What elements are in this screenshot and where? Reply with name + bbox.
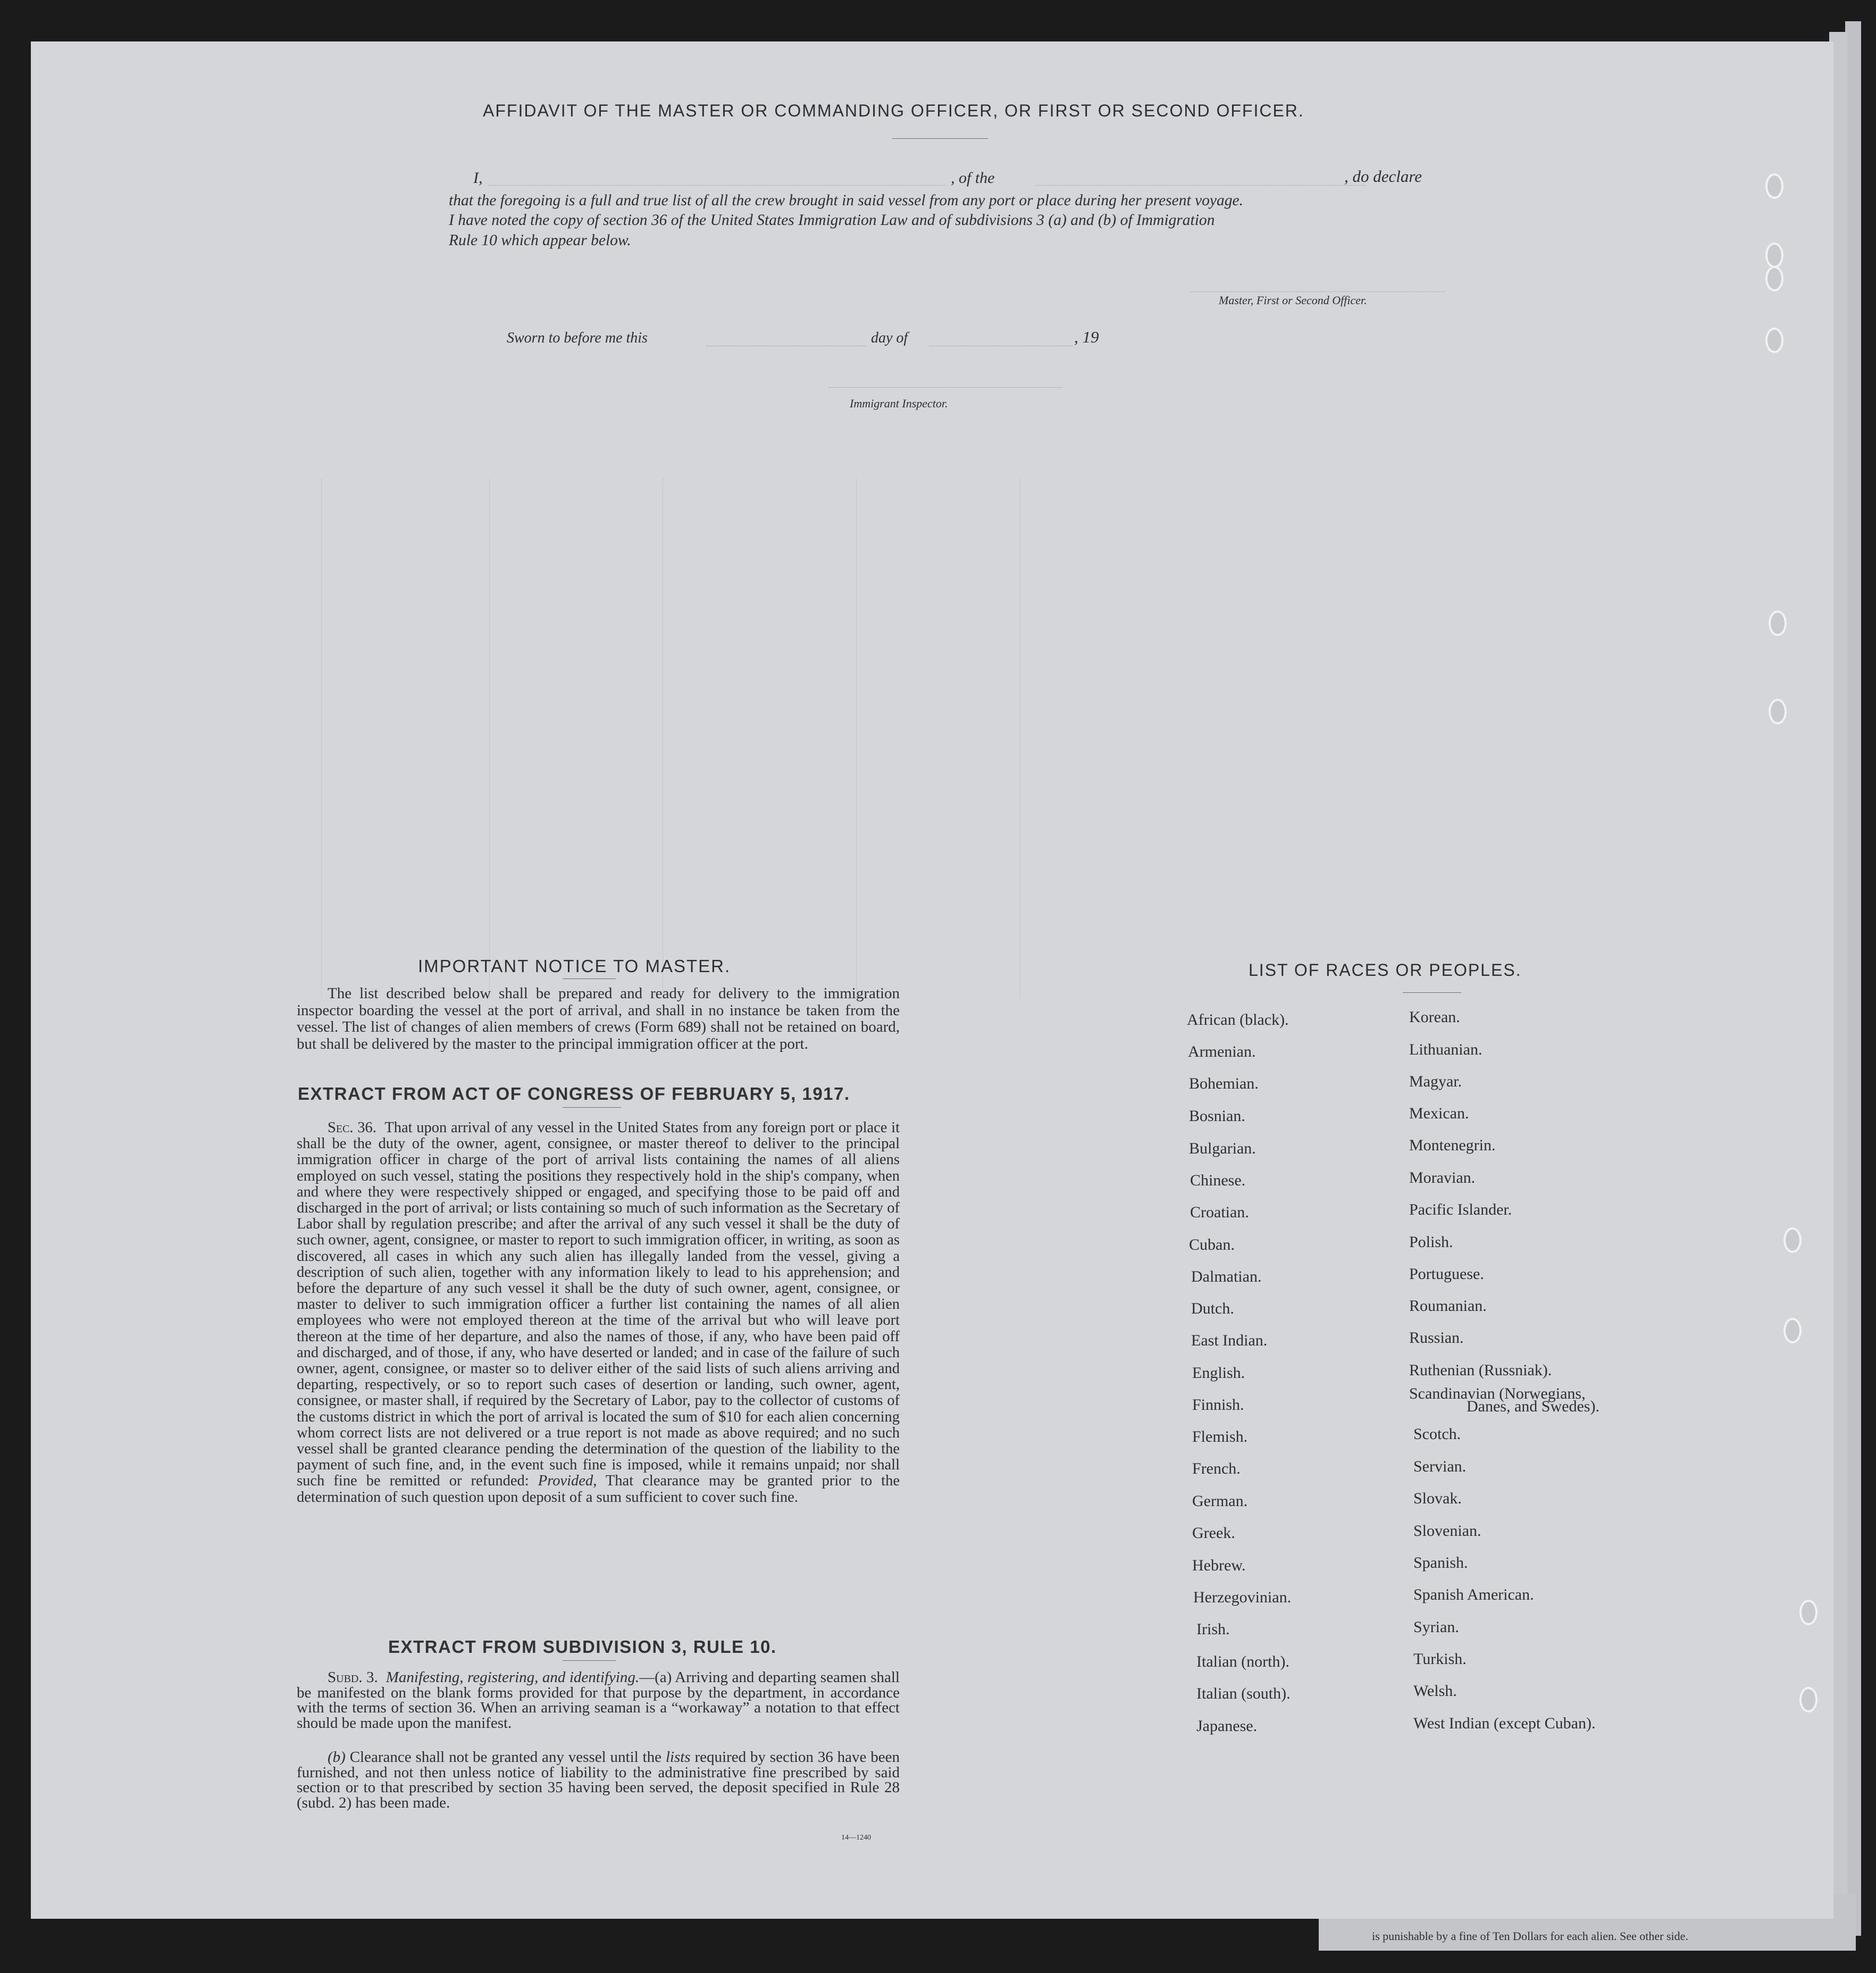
act-body: That upon arrival of any vessel in the United States from any foreign port or place it shall be the duty of the owner, agent, consignee, or master thereof to deliver to the principal immigration officer in charge of the port of arrival lists containing the names of all aliens employed on such vessel, stating the positions they respectively hold in the ship's company, when and where they were respectively shipped or engaged, and specifying those to be paid off and discharged in the port of arrival; or lists containing so much of such information as the Secretary of Labor shall by regulation prescribe; and after the arrival of any such vessel it shall be the duty of such owner, agent, consignee, or master to report to such immigration officer, in writing, as soon as discovered, all cases in which any such alien has illegally landed from the vessel, giving a description of such alien, together with any information likely to lead to his apprehension; and before the departure of any such vessel it shall be the duty of such owner, agent, consignee, or master to deliver to such immigration officer a further list containing the names of all alien employees who were not employed thereon at the time of the arrival but who will leave port thereon at the time of her departure, and also the names of those, if any, who have been paid off and discharged, and of those, if any, who have deserted or landed; and in case of the failure of such owner, agent, consignee, or master so to deliver either of the said lists of such aliens arriving and departing, respectively, or so to report such cases of desertion or landing, such owner, agent, consignee, or master shall, if required by the Secretary of Labor, pay to the collector of customs of the customs district in which the port of arrival is located the sum of $10 for each alien concerning whom correct lists are not delivered or a true report is not made as above required; and no such vessel shall be granted clearance pending the determination of the question of the liability to the payment of such fine, and, in the event such fine is imposed, while it remains unpaid; nor shall such fine be remitted or refunded: — [297, 1119, 900, 1490]
race-item: Scotch. — [1413, 1425, 1461, 1443]
affidavit-heading: AFFIDAVIT OF THE MASTER OR COMMANDING OFFICER, OR FIRST OR SECOND OFFICER. — [483, 101, 1304, 120]
race-item: French. — [1192, 1460, 1241, 1477]
race-item: Slovenian. — [1413, 1522, 1481, 1540]
vessel-blank[interactable] — [1036, 185, 1366, 186]
punch-hole — [1765, 266, 1783, 291]
affidavit-line2: that the foregoing is a full and true list of all the crew brought in said vessel from any port or place during her present voyage. — [449, 192, 1243, 209]
ghost-column-line — [856, 478, 857, 999]
race-item: Flemish. — [1192, 1428, 1248, 1445]
act-proviso-word: Provided, — [538, 1473, 597, 1490]
affidavit-line1-end: , do declare — [1344, 167, 1422, 186]
affidavit-line1-start: I, — [473, 169, 483, 187]
rule-para-b-lists: lists — [665, 1749, 691, 1766]
act-section-label: Sec. 36. — [328, 1119, 376, 1136]
day-of-text: day of — [871, 330, 908, 346]
punch-hole — [1799, 1600, 1818, 1625]
race-item: Portuguese. — [1409, 1265, 1484, 1283]
race-item: German. — [1192, 1492, 1248, 1510]
race-item: Syrian. — [1413, 1618, 1459, 1636]
race-item: Italian (north). — [1196, 1653, 1289, 1670]
race-item: Japanese. — [1196, 1717, 1258, 1735]
inspector-signature-blank[interactable] — [828, 387, 1062, 388]
race-item: Dutch. — [1191, 1300, 1234, 1317]
ghost-column-line — [489, 478, 490, 999]
race-item: Italian (south). — [1196, 1685, 1291, 1702]
form-number: 14—1240 — [841, 1834, 871, 1842]
race-item: Cuban. — [1189, 1236, 1235, 1253]
race-item: Irish. — [1196, 1620, 1230, 1638]
race-item: West Indian (except Cuban). — [1413, 1715, 1596, 1732]
race-item: Armenian. — [1188, 1043, 1256, 1060]
race-item: Croatian. — [1190, 1203, 1249, 1221]
race-item: Finnish. — [1192, 1396, 1244, 1414]
signature-label: Master, First or Second Officer. — [1219, 294, 1367, 307]
act-text — [297, 1120, 900, 1506]
race-item: Turkish. — [1413, 1650, 1467, 1668]
race-item: Magyar. — [1409, 1073, 1462, 1090]
race-item: Greek. — [1192, 1524, 1235, 1542]
year-text: , 19 — [1074, 328, 1099, 346]
race-item: Scandinavian (Norwegians, — [1409, 1385, 1586, 1402]
race-item: English. — [1192, 1364, 1245, 1382]
race-item: Moravian. — [1409, 1169, 1476, 1186]
rule-para-a — [297, 1670, 900, 1730]
punch-hole — [1765, 173, 1783, 199]
punch-hole — [1799, 1687, 1818, 1712]
rule-para-b-marker: (b) — [328, 1749, 346, 1766]
affidavit-line1-middle: , of the — [951, 169, 995, 187]
race-item: Pacific Islander. — [1409, 1201, 1512, 1218]
race-item: Spanish. — [1413, 1554, 1468, 1571]
affidavit-line3: I have noted the copy of section 36 of the United States Immigration Law and of subdivisions 3 (a) and (b) of Immigration — [449, 212, 1215, 229]
footer-note: is punishable by a fine of Ten Dollars for each alien. See other side. — [1372, 1929, 1688, 1943]
back-sheet-edge — [1845, 21, 1861, 1936]
punch-hole — [1765, 243, 1783, 268]
rule-para-b-start: Clearance shall not be granted any vessel until the — [349, 1749, 661, 1766]
race-item: Russian. — [1409, 1329, 1464, 1347]
race-item: East Indian. — [1191, 1332, 1268, 1349]
race-item: Bulgarian. — [1189, 1140, 1256, 1157]
rule-para-b-rest: required by section 36 have been furnished, and not then unless notice of liability to the administrative fine prescribed by said section or to that prescribed by section 35 having been served, the deposit specified in Rule 28 (subd. 2) has been made. — [297, 1749, 900, 1811]
punch-hole — [1769, 611, 1787, 636]
race-item: Bosnian. — [1189, 1107, 1245, 1125]
affidavit-line4: Rule 10 which appear below. — [449, 232, 631, 249]
heading-rule — [892, 138, 988, 139]
race-item: Herzegovinian. — [1193, 1589, 1292, 1606]
race-item: Roumanian. — [1409, 1297, 1487, 1315]
race-item-continuation: Danes, and Swedes). — [1467, 1398, 1599, 1415]
race-item: Servian. — [1413, 1458, 1467, 1475]
document-page — [31, 41, 1833, 1919]
rule-subd-label: Subd. 3. — [328, 1669, 378, 1686]
rule-heading: EXTRACT FROM SUBDIVISION 3, RULE 10. — [388, 1637, 777, 1657]
race-item: Slovak. — [1413, 1490, 1462, 1507]
notice-body: The list described below shall be prepared and ready for delivery to the immigration inspector boarding the vessel at the port of arrival, and shall in no instance be taken from the vessel. The list of changes of alien members of crews (Form 689) shall not be retained on board, but shall be delivered by the master to the principal immigration officer at the port. — [297, 985, 900, 1052]
race-item: African (black). — [1187, 1011, 1289, 1029]
race-item: Polish. — [1409, 1233, 1453, 1251]
race-item: Welsh. — [1413, 1682, 1457, 1700]
signature-blank[interactable] — [1190, 291, 1445, 292]
race-item: Chinese. — [1190, 1172, 1246, 1189]
race-item: Mexican. — [1409, 1105, 1469, 1122]
act-heading: EXTRACT FROM ACT OF CONGRESS OF FEBRUARY 5, 1917. — [298, 1084, 850, 1103]
sworn-text: Sworn to before me this — [507, 330, 648, 346]
notice-text — [297, 985, 900, 1052]
race-item: Bohemian. — [1189, 1075, 1259, 1092]
punch-hole — [1765, 328, 1783, 353]
race-item: Montenegrin. — [1409, 1136, 1496, 1154]
act-proviso-text: That clearance may be granted prior to the determination of such question upon deposit of a sum sufficient to cover such fine. — [297, 1473, 900, 1506]
rule-rule — [563, 1660, 616, 1661]
rule-subd-title: Manifesting, registering, and identifying. — [386, 1669, 640, 1686]
race-item: Ruthenian (Russniak). — [1409, 1361, 1552, 1379]
race-item: Lithuanian. — [1409, 1041, 1483, 1058]
race-item: Korean. — [1409, 1008, 1460, 1026]
name-blank[interactable] — [488, 185, 945, 186]
race-item: Hebrew. — [1192, 1557, 1246, 1574]
race-item: Spanish American. — [1413, 1586, 1534, 1603]
punch-hole — [1769, 699, 1787, 724]
ghost-column-line — [321, 478, 322, 999]
punch-hole — [1783, 1227, 1802, 1253]
act-rule — [563, 1107, 621, 1108]
punch-hole — [1783, 1318, 1802, 1343]
races-rule — [1403, 992, 1461, 993]
notice-heading: IMPORTANT NOTICE TO MASTER. — [418, 956, 731, 976]
rule-para-a-text: —(a) Arriving and departing seamen shall be manifested on the blank forms provided for that purpose by the department, in accordance with the terms of section 36. When an arriving seaman is a “workaway” a notation to that effect should be made upon the manifest. — [297, 1669, 900, 1732]
inspector-label: Immigrant Inspector. — [850, 397, 948, 410]
rule-para-b — [297, 1750, 900, 1810]
races-heading: LIST OF RACES OR PEOPLES. — [1249, 960, 1522, 980]
race-item: Dalmatian. — [1191, 1268, 1262, 1285]
